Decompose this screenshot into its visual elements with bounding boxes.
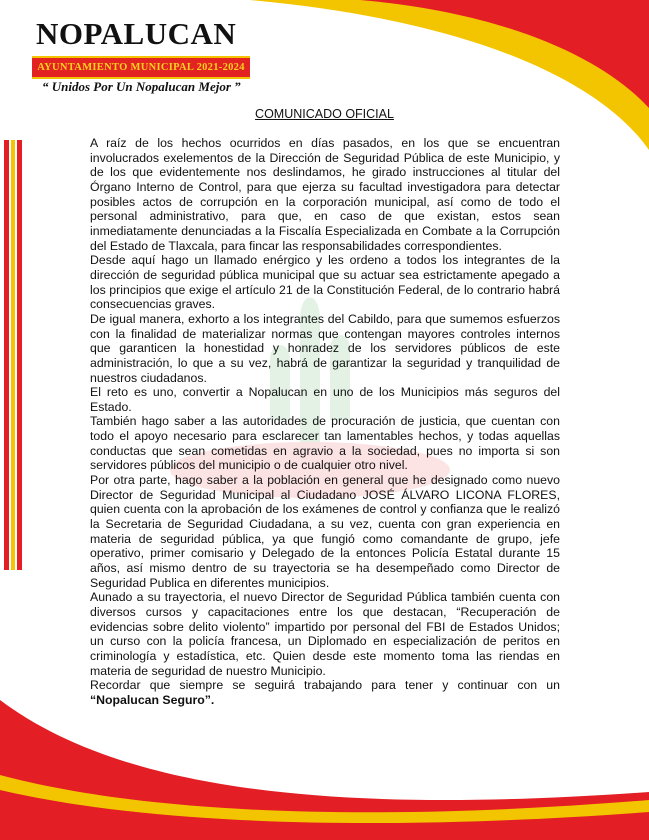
left-yellow-stripe (11, 140, 15, 570)
paragraph: De igual manera, exhorto a los integrantes del Cabildo, para que sumemos esfuerzos con la finalidad de materializar normas que contengan mayores controles internos que garanticen la honestidad y honradez de los servidores públicos de este administración, lo que a su vez, habrá de garantizar la seguridad y tranquilidad de nuestros ciudadanos. (90, 311, 560, 385)
paragraph: Por otra parte, hago saber a la población en general que he designado como nuevo Director de Seguridad Municipal al Ciudadano JOSÉ ÁLVARO LICONA FLORES, quien cuenta con la aprobación de los exámenes de control y confianza que le realizó la Secretaria de Seguridad Ciudadana, a su vez, cuenta con gran experiencia en materia de seguridad pública, ya que fungió como comandante de grupo, jefe operativo, primer comisario y Delegado de la entonces Policía Estatal durante 15 años, así mismo dentro de su trayectoria se ha desempeñado como Director de Seguridad Publica en diferentes municipios. (90, 473, 560, 590)
closing-paragraph (90, 678, 560, 707)
left-red-stripe (4, 140, 9, 570)
paragraph: A raíz de los hechos ocurridos en días pasados, en los que se encuentran involucrados exelementos de la Dirección de Seguridad Pública de este Municipio, y de los que evidentemente nos deslindamos, he girado instrucciones al titular del Órgano Interno de Control, para que ejerza su facultad investigadora para detectar posibles actos de corrupción en la corporación municipal, así como de todo el personal administrativo, para que, en caso de que existan, estos sean inmediatamente denunciadas a la Fiscalía Especializada en Combate a la Corrupción del Estado de Tlaxcala, para fincar las responsabilidades correspondientes. (90, 136, 560, 253)
document-body (90, 136, 560, 708)
motto: “ Unidos Por Un Nopalucan Mejor ” (42, 79, 241, 94)
closing-slogan: “Nopalucan Seguro”. (90, 692, 215, 707)
paragraph: Aunado a su trayectoria, el nuevo Director de Seguridad Pública también cuenta con diversos cursos y capacitaciones entre los que destacan, “Recuperación de evidencias sobre delito violento” impartido por personal del FBI de Estados Unidos; un curso con la policía francesa, un Diplomado en especialización de peritos en criminología y estadística, etc. Quien desde este momento toma las riendas en materia de seguridad de nuestro Municipio. (90, 590, 560, 678)
logo-band: AYUNTAMIENTO MUNICIPAL 2021-2024 (32, 56, 250, 79)
paragraph: El reto es uno, convertir a Nopalucan en uno de los Municipios más seguros del Estado. (90, 385, 560, 414)
municipality-logo-title: NOPALUCAN (36, 16, 237, 51)
paragraph: Desde aquí hago un llamado enérgico y les ordeno a todos los integrantes de la dirección de seguridad pública municipal que su actuar sea estrictamente apegado a los principios que exige el artículo 21 de la Constitución Federal, de lo contrario habrá consecuencias graves. (90, 253, 560, 312)
closing-text: Recordar que siempre se seguirá trabajando para tener y continuar con un (90, 678, 560, 693)
paragraph: También hago saber a las autoridades de procuración de justicia, que cuentan con todo el apoyo necesario para esclarecer tan lamentables hechos, y todas aquellas conductas que sean cometidas en agravio a la sociedad, pues no importa si son servidores públicos del municipio o de cualquier otro nivel. (90, 414, 560, 473)
left-red-stripe-2 (17, 140, 22, 570)
document-title: COMUNICADO OFICIAL (255, 107, 394, 121)
